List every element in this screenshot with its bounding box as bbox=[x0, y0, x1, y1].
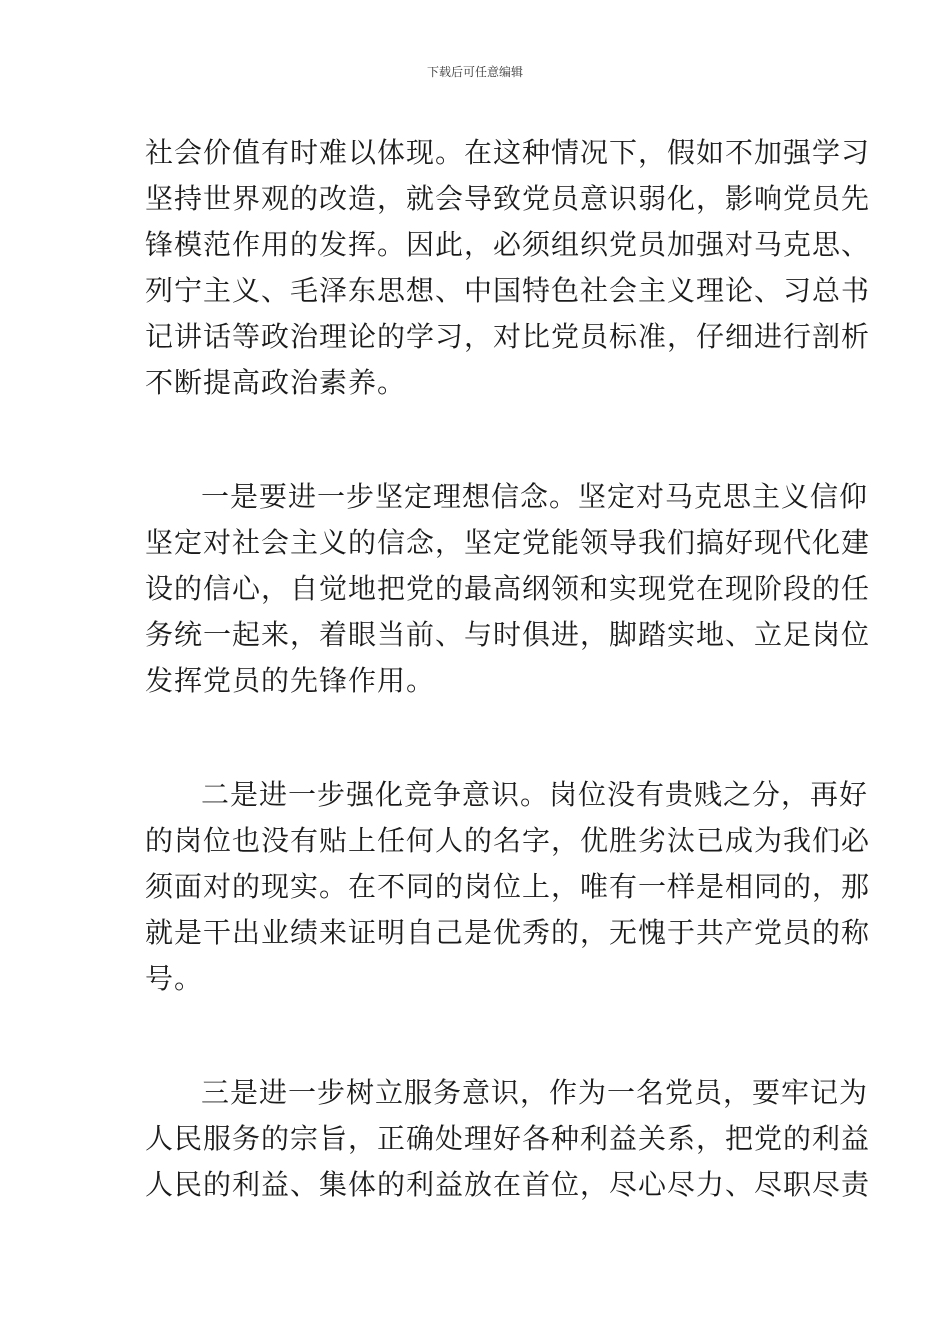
text-line: 就是干出业绩来证明自己是优秀的，无愧于共产党员的称 bbox=[145, 916, 871, 949]
text-line: 锋模范作用的发挥。因此，必须组织党员加强对马克思、 bbox=[145, 228, 871, 261]
text-line: 列宁主义、毛泽东思想、中国特色社会主义理论、习总书 bbox=[145, 274, 871, 307]
paragraph-first-line: 一是要进一步坚定理想信念。坚定对马克思主义信仰 bbox=[201, 480, 869, 513]
text-line: 社会价值有时难以体现。在这种情况下，假如不加强学习 bbox=[145, 136, 871, 169]
text-line: 发挥党员的先锋作用。 bbox=[145, 664, 436, 697]
text-line: 人民服务的宗旨，正确处理好各种利益关系，把党的利益 bbox=[145, 1122, 871, 1155]
text-line: 记讲话等政治理论的学习，对比党员标准，仔细进行剖析 bbox=[145, 320, 871, 353]
text-line: 须面对的现实。在不同的岗位上，唯有一样是相同的，那 bbox=[145, 870, 871, 903]
text-line: 的岗位也没有贴上任何人的名字，优胜劣汰已成为我们必 bbox=[145, 824, 871, 857]
text-line: 不断提高政治素养。 bbox=[145, 366, 407, 399]
text-line: 人民的利益、集体的利益放在首位，尽心尽力、尽职尽责 bbox=[145, 1168, 871, 1201]
text-line: 务统一起来，着眼当前、与时俱进，脚踏实地、立足岗位 bbox=[145, 618, 871, 651]
paragraph-first-line: 二是进一步强化竞争意识。岗位没有贵贱之分，再好 bbox=[201, 778, 869, 811]
text-line: 坚持世界观的改造，就会导致党员意识弱化，影响党员先 bbox=[145, 182, 871, 215]
paragraph-first-line: 三是进一步树立服务意识，作为一名党员，要牢记为 bbox=[201, 1076, 869, 1109]
text-line: 坚定对社会主义的信念，坚定党能领导我们搞好现代化建 bbox=[145, 526, 871, 559]
text-line: 号。 bbox=[145, 962, 204, 995]
text-line: 设的信心，自觉地把党的最高纲领和实现党在现阶段的任 bbox=[145, 572, 871, 605]
page-header: 下载后可任意编辑 bbox=[426, 65, 523, 79]
